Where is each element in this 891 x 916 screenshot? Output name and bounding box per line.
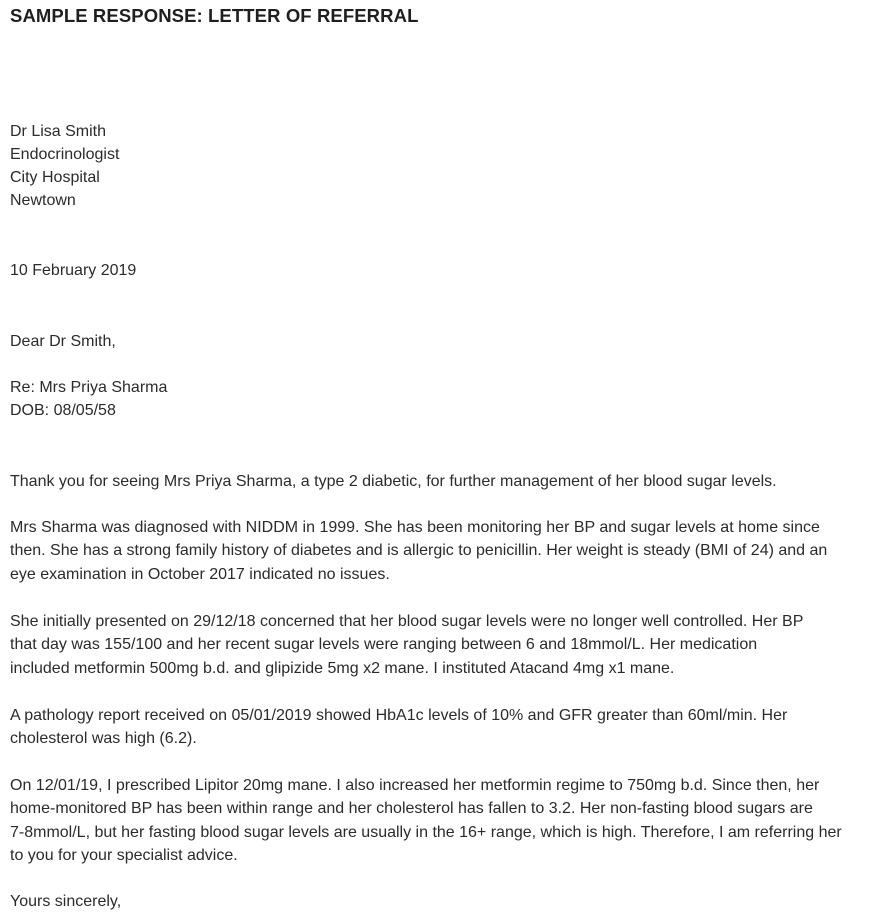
letter-date: 10 February 2019 bbox=[10, 262, 137, 279]
paragraph-line: A pathology report received on 05/01/2019 showed HbA1c levels of 10% and GFR greater than 60ml/min. Her bbox=[10, 707, 788, 724]
recipient-role: Endocrinologist bbox=[10, 146, 120, 163]
paragraph-line: that day was 155/100 and her recent sugar levels were ranging between 6 and 18mmol/L. Her medication bbox=[10, 636, 758, 654]
body-paragraph-2 bbox=[10, 516, 885, 586]
paragraph-line: On 12/01/19, I prescribed Lipitor 20mg mane. I also increased her metformin regime to 750mg b.d. Since then, her bbox=[10, 777, 820, 794]
body-paragraph-5 bbox=[10, 774, 885, 867]
body-paragraph-3 bbox=[10, 610, 885, 680]
paragraph-line: Thank you for seeing Mrs Priya Sharma, a type 2 diabetic, for further management of her blood sugar levels. bbox=[10, 473, 777, 490]
paragraph-line: eye examination in October 2017 indicated no issues. bbox=[10, 565, 390, 583]
paragraph-line: included metformin 500mg b.d. and glipizide 5mg x2 mane. I instituted Atacand 4mg x1 mane. bbox=[10, 659, 675, 677]
recipient-name: Dr Lisa Smith bbox=[10, 123, 107, 140]
patient-re-line: Re: Mrs Priya Sharma bbox=[10, 379, 168, 396]
recipient-town: Newtown bbox=[10, 192, 76, 209]
salutation: Dear Dr Smith, bbox=[10, 333, 116, 350]
paragraph-line: then. She has a strong family history of diabetes and is allergic to penicillin. Her weight is steady (BMI of 24) and an bbox=[10, 542, 828, 560]
paragraph-line: Mrs Sharma was diagnosed with NIDDM in 1999. She has been monitoring her BP and sugar levels at home since bbox=[10, 519, 820, 536]
document-title: SAMPLE RESPONSE: LETTER OF REFERRAL bbox=[10, 5, 419, 26]
body-paragraph-4 bbox=[10, 704, 885, 751]
recipient-institution: City Hospital bbox=[10, 169, 100, 186]
paragraph-line: home-monitored BP has been within range and her cholesterol has fallen to 3.2. Her non-fasting blood sugars are bbox=[10, 800, 813, 818]
patient-dob-line: DOB: 08/05/58 bbox=[10, 402, 116, 419]
paragraph-line: to you for your specialist advice. bbox=[10, 846, 238, 864]
paragraph-line: 7-8mmol/L, but her fasting blood sugar levels are usually in the 16+ range, which is high. Therefore, I am referring her bbox=[10, 823, 842, 841]
paragraph-line: cholesterol was high (6.2). bbox=[10, 730, 197, 748]
body-paragraph-1 bbox=[10, 470, 885, 493]
paragraph-line: She initially presented on 29/12/18 concerned that her blood sugar levels were no longer well controlled. Her BP bbox=[10, 613, 804, 630]
closing: Yours sincerely, bbox=[10, 893, 122, 910]
